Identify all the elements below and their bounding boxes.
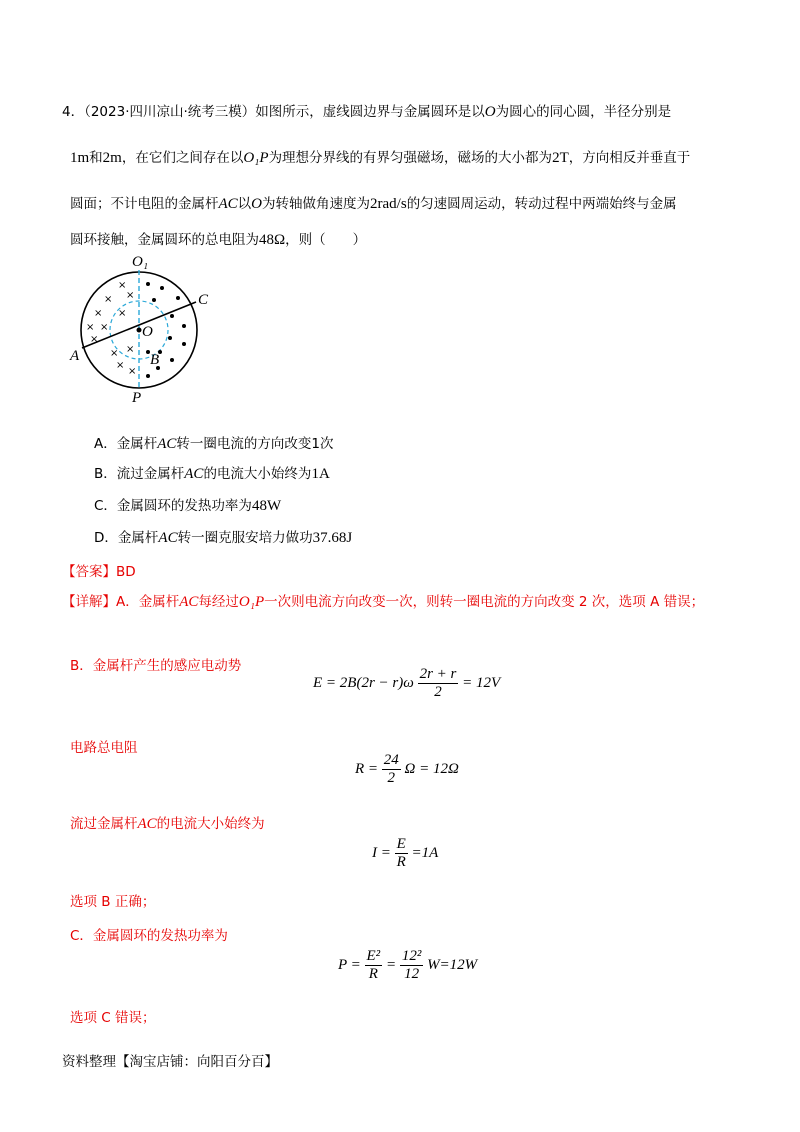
label-c: C [198, 292, 209, 308]
dot-mark [182, 324, 186, 328]
label-o1: O₁ [132, 254, 149, 270]
answer-line: 【答案】BD [62, 564, 136, 580]
resistance-fraction: $\frac{24}{2}$ [383, 752, 399, 786]
magnetic-field-diagram [60, 250, 230, 410]
current-fraction: $\frac{E}{R}$ [396, 836, 406, 870]
label-a: A [70, 348, 80, 364]
equation-resistance: R = $\frac{24}{2}$ Ω = 12Ω [355, 752, 459, 786]
cross-mark: × [100, 322, 109, 333]
label-p: P [132, 390, 142, 406]
dot-mark [152, 298, 156, 302]
option-b: B．流过金属杆AC的电流大小始终为1A [94, 466, 330, 482]
label-o: O [142, 324, 153, 340]
question-line-4: 圆环接触，金属圆环的总电阻为48Ω，则（ ） [70, 232, 367, 248]
b-conclusion: 选项 B 正确； [70, 894, 156, 910]
cross-mark: × [126, 344, 135, 355]
emf-fraction: $\frac{2r + r}{2}$ [419, 666, 457, 700]
dot-mark [182, 342, 186, 346]
cross-mark: × [126, 290, 135, 301]
cross-mark: × [104, 294, 113, 305]
cross-mark: × [118, 280, 127, 291]
dot-mark [146, 282, 150, 286]
dot-mark [170, 358, 174, 362]
dot-mark [168, 336, 172, 340]
cross-mark: × [128, 366, 137, 377]
cross-mark: × [118, 308, 127, 319]
question-line-2: 1m和2m，在它们之间存在以O₁P为理想分界线的有界匀强磁场，磁场的大小都为2T，方向相反并垂直于 [70, 150, 691, 166]
option-d: D．金属杆AC转一圈克服安培力做功37.68J [94, 530, 353, 546]
center-point [137, 328, 142, 333]
label-b: B [150, 352, 160, 368]
cross-mark: × [110, 348, 119, 359]
power-fraction-1: $\frac{\text{E²}}{R}$ [366, 948, 381, 982]
dot-mark [146, 374, 150, 378]
equation-power: P = $\frac{\text{E²}}{R}$ = $\frac{\text{12²}}{12}$ W=12W [338, 948, 478, 982]
option-c: C．金属圆环的发热功率为48W [94, 498, 282, 514]
cross-mark: × [90, 334, 99, 345]
dot-mark [176, 296, 180, 300]
equation-current: I = $\frac{E}{R}$ =1A [372, 836, 439, 870]
footer-note: 资料整理【淘宝店铺：向阳百分百】 [62, 1054, 278, 1070]
cross-mark: × [86, 322, 95, 333]
power-fraction-2: $\frac{\text{12²}}{12}$ [401, 948, 422, 982]
detail-c-title: C．金属圆环的发热功率为 [70, 928, 228, 944]
c-conclusion: 选项 C 错误； [70, 1010, 156, 1026]
detail-a-line: 【详解】A．金属杆AC每经过O₁P一次则电流方向改变一次，则转一圈电流的方向改变 2 次，选项 A 错误； [62, 594, 705, 610]
question-line-3: 圆面；不计电阻的金属杆AC以O为转轴做角速度为2rad/s的匀速圆周运动，转动过程中两端始终与金属 [70, 196, 677, 212]
option-a: A．金属杆AC转一圈电流的方向改变1次 [94, 436, 334, 452]
question-line-1: 4．（2023·四川凉山·统考三模）如图所示，虚线圆边界与金属圆环是以O为圆心的同心圆，半径分别是 [62, 104, 672, 120]
total-resistance-title: 电路总电阻 [70, 740, 138, 756]
dot-mark [170, 314, 174, 318]
cross-mark: × [94, 308, 103, 319]
equation-emf: E = 2B(2r − r)ω $\frac{2r + r}{2}$ = 12V [313, 666, 501, 700]
detail-b-title: B．金属杆产生的感应电动势 [70, 658, 242, 674]
dot-mark [160, 286, 164, 290]
current-title: 流过金属杆AC的电流大小始终为 [70, 816, 265, 832]
cross-mark: × [116, 360, 125, 371]
